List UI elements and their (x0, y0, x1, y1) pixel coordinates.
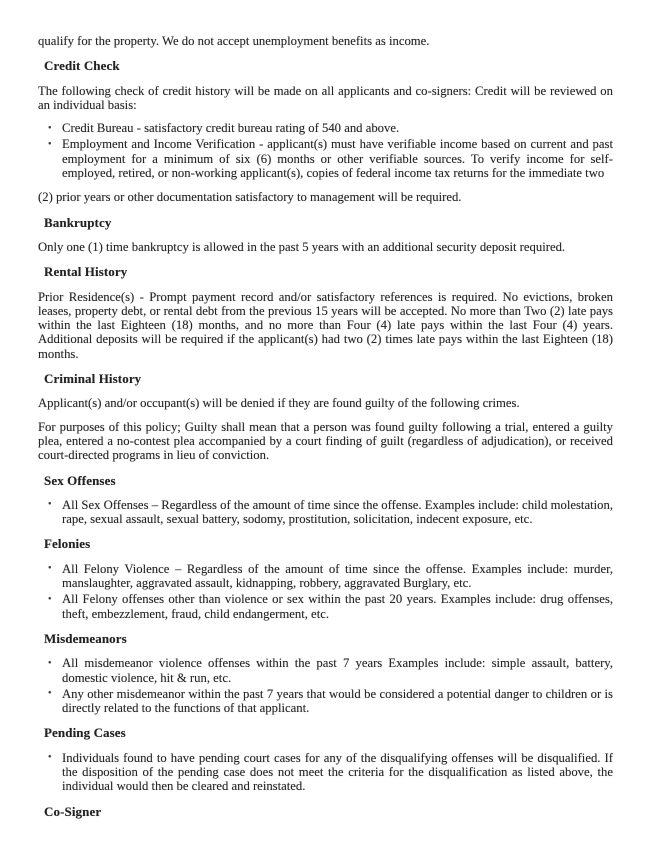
bullet-text: All Felony offenses other than violence or sex within the past 20 years. Examples include: drug offenses, theft, embezzlement, fraud, child endangerment, etc. (62, 592, 613, 621)
bullet-credit-bureau (38, 121, 613, 135)
bullet-icon: • (48, 563, 52, 575)
bullet-misdemeanor-other (38, 687, 613, 716)
bullet-icon: • (48, 499, 52, 511)
bullet-text: All Sex Offenses – Regardless of the amount of time since the offense. Examples include: child molestation, rape, sexual assault, sexual battery, sodomy, prostitution, solicitation, indecent exposure, etc. (62, 497, 613, 527)
paragraph-rental-history: Prior Residence(s) - Prompt payment record and/or satisfactory references is required. No evictions, broken leases, property debt, or rental debt from the previous 15 years will be accepted. No more than Two (2) late pays within the last Eighteen (18) months, and no more than Four (4) late pays within the last Four (4) years. Additional deposits will be required if the applicant(s) had two (2) times late pays within the last Eighteen (18) months. (38, 289, 613, 361)
bullet-all-sex-offenses (38, 498, 613, 527)
paragraph-bankruptcy: Only one (1) time bankruptcy is allowed in the past 5 years with an additional security deposit required. (38, 239, 566, 254)
bullet-icon: • (48, 593, 52, 605)
paragraph-credit-check-intro: The following check of credit history will be made on all applicants and co-signers: Credit will be reviewed on an individual basis: (38, 83, 613, 112)
heading-pending-cases: Pending Cases (44, 725, 126, 741)
heading-bankruptcy: Bankruptcy (44, 214, 112, 230)
list-sex-offenses (38, 498, 613, 527)
bullet-text: Individuals found to have pending court cases for any of the disqualifying offenses will be disqualified. If the disposition of the pending case does not meet the criteria for the disqualification as listed above, the individual would then be cleared and reinstated. (62, 750, 613, 794)
heading-co-signer: Co-Signer (44, 803, 102, 819)
list-misdemeanors (38, 656, 613, 715)
heading-credit-check: Credit Check (44, 58, 120, 74)
paragraph-income-continuation: qualify for the property. We do not accept unemployment benefits as income. (38, 34, 430, 48)
bullet-text: Any other misdemeanor within the past 7 years that would be considered a potential danger to children or is directly related to the functions of that applicant. (62, 686, 613, 716)
bullet-icon: • (48, 657, 52, 669)
paragraph-guilty-definition: For purposes of this policy; Guilty shall mean that a person was found guilty following a trial, entered a guilty plea, entered a no-contest plea accompanied by a court finding of guilt (regardless of adjudication), or received court-directed programs in lieu of conviction. (38, 419, 613, 463)
heading-sex-offenses: Sex Offenses (44, 472, 116, 488)
list-credit-check (38, 121, 613, 180)
bullet-text: All Felony Violence – Regardless of the amount of time since the offense. Examples include: murder, manslaughter, aggravated assault, kidnapping, robbery, aggravated Burglary, etc. (62, 561, 613, 591)
bullet-text: Credit Bureau - satisfactory credit bureau rating of 540 and above. (62, 121, 400, 136)
bullet-employment-verification (38, 137, 613, 180)
heading-misdemeanors: Misdemeanors (44, 630, 127, 646)
bullet-icon: • (48, 752, 52, 764)
bullet-icon: • (48, 138, 52, 150)
bullet-felony-other (38, 592, 613, 621)
bullet-icon: • (48, 122, 52, 134)
bullet-pending-cases (38, 751, 613, 794)
bullet-text: All misdemeanor violence offenses within the past 7 years Examples include: simple assault, battery, domestic violence, hit & run, etc. (62, 656, 613, 685)
bullet-icon: • (48, 688, 52, 700)
bullet-misdemeanor-violence (38, 656, 613, 685)
bullet-text: Employment and Income Verification - applicant(s) must have verifiable income based on current and past employment for a minimum of six (6) months or other verifiable sources. To verify income for self-employed, retired, or non-working applicant(s), copies of federal income tax returns for the immediate two (62, 137, 613, 181)
heading-criminal-history: Criminal History (44, 371, 142, 387)
paragraph-credit-check-continuation: (2) prior years or other documentation satisfactory to management will be required. (38, 190, 462, 205)
list-pending-cases (38, 751, 613, 794)
paragraph-criminal-history-denial: Applicant(s) and/or occupant(s) will be denied if they are found guilty of the following crimes. (38, 396, 520, 411)
heading-felonies: Felonies (44, 536, 91, 552)
heading-rental-history: Rental History (44, 264, 128, 280)
bullet-felony-violence (38, 562, 613, 591)
list-felonies (38, 562, 613, 621)
